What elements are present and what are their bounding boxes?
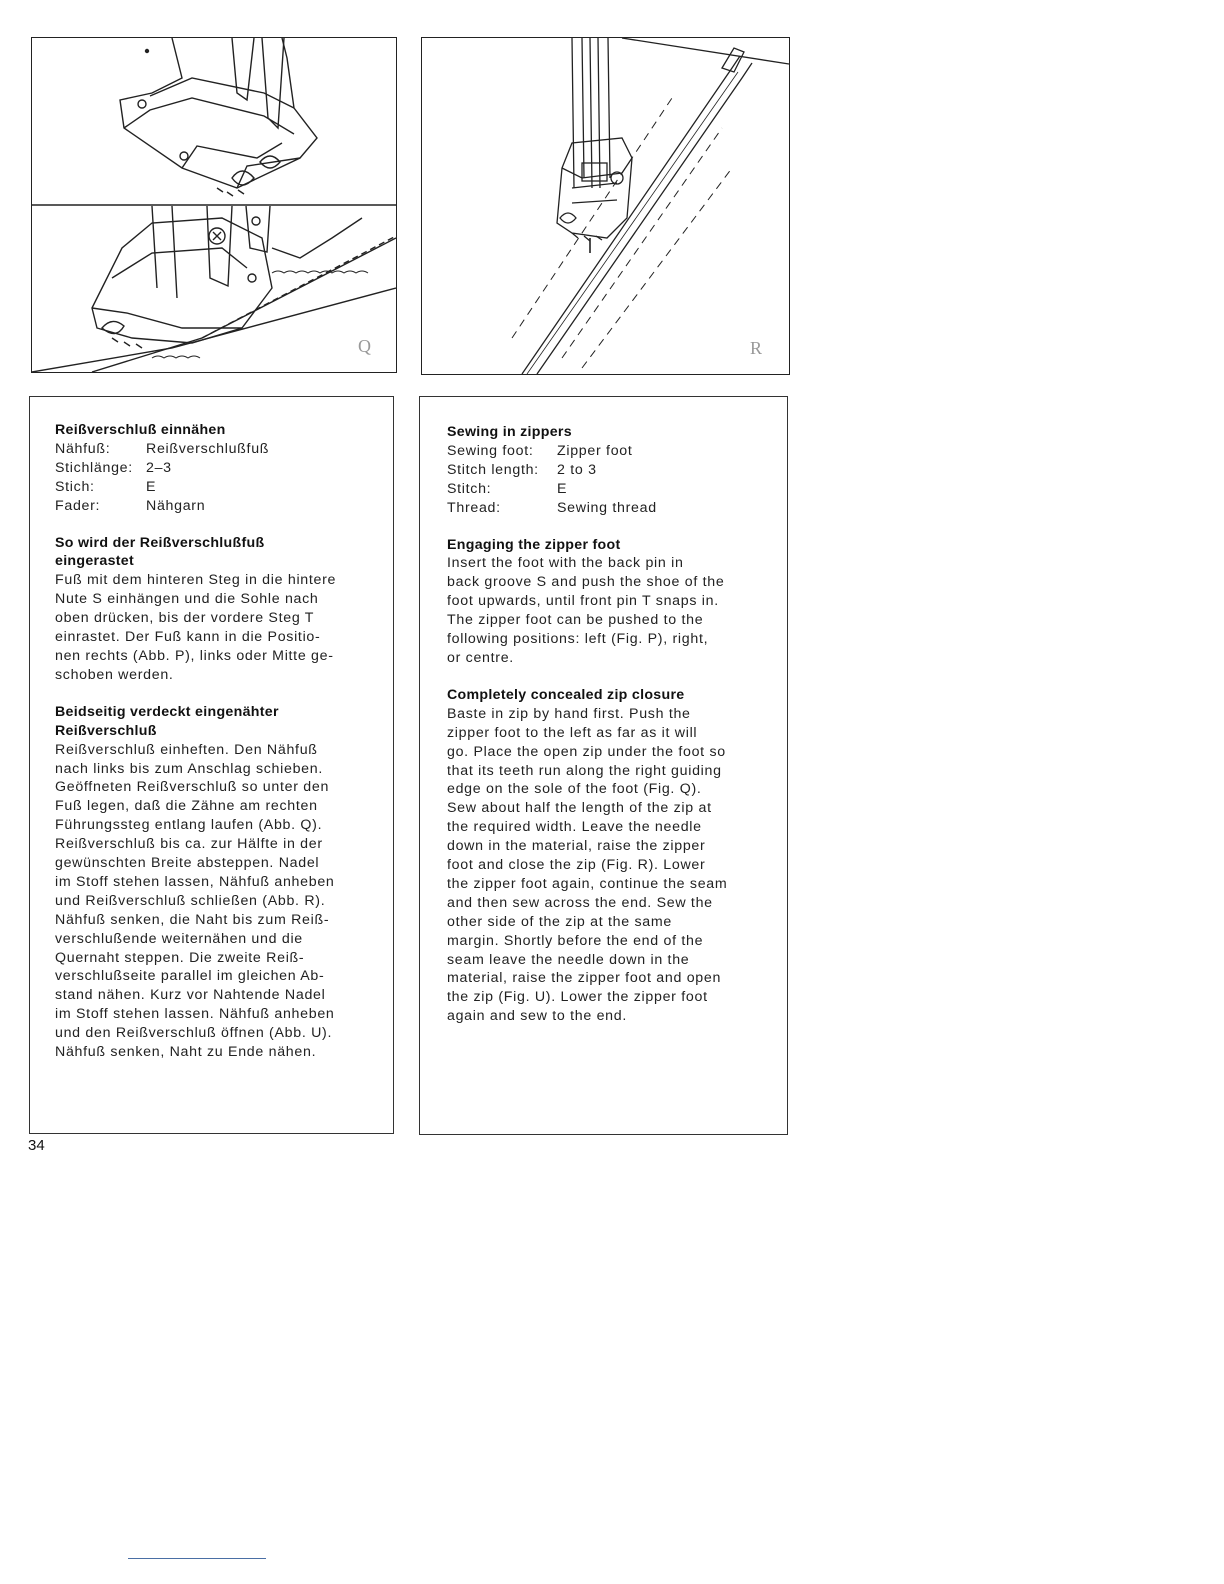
- text-line: nach links bis zum Anschlag schieben.: [55, 760, 324, 777]
- text-line: Quernaht steppen. Die zweite Reiß-: [55, 949, 305, 966]
- text-line: Fuß legen, daß die Zähne am rechten: [55, 798, 318, 815]
- text-line: margin. Shortly before the end of the: [447, 932, 704, 949]
- text-line: verschlußseite parallel im gleichen Ab-: [55, 968, 325, 985]
- figure-r: [421, 37, 790, 375]
- text-line: Führungssteg entlang laufen (Abb. Q).: [55, 817, 323, 834]
- text-line: schoben werden.: [55, 666, 174, 683]
- text-line: und Reißverschluß schließen (Abb. R).: [55, 892, 326, 909]
- text-line: einrastet. Der Fuß kann in die Positio-: [55, 629, 321, 646]
- spec-row: Stich: E: [55, 478, 157, 495]
- figure-letter-q: Q: [358, 336, 371, 356]
- german-title: Reißverschluß einnähen: [55, 422, 226, 438]
- text-line: zipper foot to the left as far as it will: [447, 724, 698, 741]
- text-line: verschlußende weiternähen und die: [55, 930, 303, 947]
- text-line: Baste in zip by hand first. Push the: [447, 705, 691, 722]
- text-line: go. Place the open zip under the foot so: [447, 743, 726, 760]
- text-line: im Stoff stehen lassen, Nähfuß anheben: [55, 873, 335, 890]
- text-line: stand nähen. Kurz vor Nahtende Nadel: [55, 987, 326, 1004]
- spec-row: Nähfuß: Reißverschlußfuß: [55, 440, 270, 457]
- text-line: the required width. Leave the needle: [447, 819, 702, 836]
- text-line: following positions: left (Fig. P), right,: [447, 631, 709, 648]
- english-section1-heading: Engaging the zipper foot: [447, 536, 621, 553]
- text-line: nen rechts (Abb. P), links oder Mitte ge-: [55, 647, 334, 664]
- german-section2-heading: Beidseitig verdeckt eingenähter: [55, 703, 279, 720]
- english-section2-heading: Completely concealed zip closure: [447, 686, 685, 703]
- zipper-foot-illustration-r: [422, 38, 789, 374]
- english-title: Sewing in zippers: [447, 424, 572, 440]
- footer-rule: [128, 1558, 266, 1559]
- spec-row: Stichlänge: 2–3: [55, 459, 172, 476]
- text-line: material, raise the zipper foot and open: [447, 970, 722, 987]
- text-line: down in the material, raise the zipper: [447, 838, 706, 855]
- text-line: foot and close the zip (Fig. R). Lower: [447, 857, 706, 874]
- text-line: Nähfuß senken, die Naht bis zum Reiß-: [55, 911, 330, 928]
- spec-row: Stitch length: 2 to 3: [447, 461, 597, 478]
- german-section1-heading-cont: eingerastet: [55, 553, 134, 570]
- text-line: im Stoff stehen lassen. Nähfuß anheben: [55, 1006, 335, 1023]
- german-section1-heading: So wird der Reißverschlußfuß: [55, 534, 265, 551]
- english-column: [447, 423, 777, 1026]
- text-line: the zip (Fig. U). Lower the zipper foot: [447, 989, 708, 1006]
- spec-row: Thread: Sewing thread: [447, 499, 657, 516]
- text-line: Fuß mit dem hinteren Steg in die hintere: [55, 572, 337, 589]
- text-line: and then sew across the end. Sew the: [447, 894, 713, 911]
- figure-q: [31, 37, 397, 373]
- text-line: again and sew to the end.: [447, 1008, 627, 1025]
- text-line: The zipper foot can be pushed to the: [447, 612, 704, 629]
- text-line: seam leave the needle down in the: [447, 951, 690, 968]
- text-line: foot upwards, until front pin T snaps in.: [447, 593, 719, 610]
- spec-row: Stitch: E: [447, 480, 568, 497]
- text-line: Geöffneten Reißverschluß so unter den: [55, 779, 330, 796]
- german-column: [55, 421, 387, 1062]
- text-line: und den Reißverschluß öffnen (Abb. U).: [55, 1025, 333, 1042]
- text-line: Insert the foot with the back pin in: [447, 555, 684, 572]
- text-line: back groove S and push the shoe of the: [447, 574, 725, 591]
- text-line: the zipper foot again, continue the seam: [447, 875, 728, 892]
- text-line: other side of the zip at the same: [447, 913, 672, 930]
- figure-letter-r: R: [750, 338, 763, 358]
- spec-row: Fader: Nähgarn: [55, 497, 206, 514]
- text-line: oben drücken, bis der vordere Steg T: [55, 610, 315, 627]
- text-line: that its teeth run along the right guiding: [447, 762, 722, 779]
- text-line: Nute S einhängen und die Sohle nach: [55, 591, 319, 608]
- page-number: 34: [28, 1137, 45, 1154]
- text-line: edge on the sole of the foot (Fig. Q).: [447, 781, 702, 798]
- text-line: or centre.: [447, 649, 514, 666]
- german-section2-heading-cont: Reißverschluß: [55, 722, 157, 739]
- text-line: Reißverschluß einheften. Den Nähfuß: [55, 741, 318, 758]
- zipper-foot-illustration-q: [32, 38, 396, 372]
- text-line: Reißverschluß bis ca. zur Hälfte in der: [55, 836, 323, 853]
- text-line: Sew about half the length of the zip at: [447, 800, 712, 817]
- text-line: Nähfuß senken, Naht zu Ende nähen.: [55, 1044, 317, 1061]
- spec-row: Sewing foot: Zipper foot: [447, 442, 633, 459]
- text-line: gewünschten Breite absteppen. Nadel: [55, 855, 320, 872]
